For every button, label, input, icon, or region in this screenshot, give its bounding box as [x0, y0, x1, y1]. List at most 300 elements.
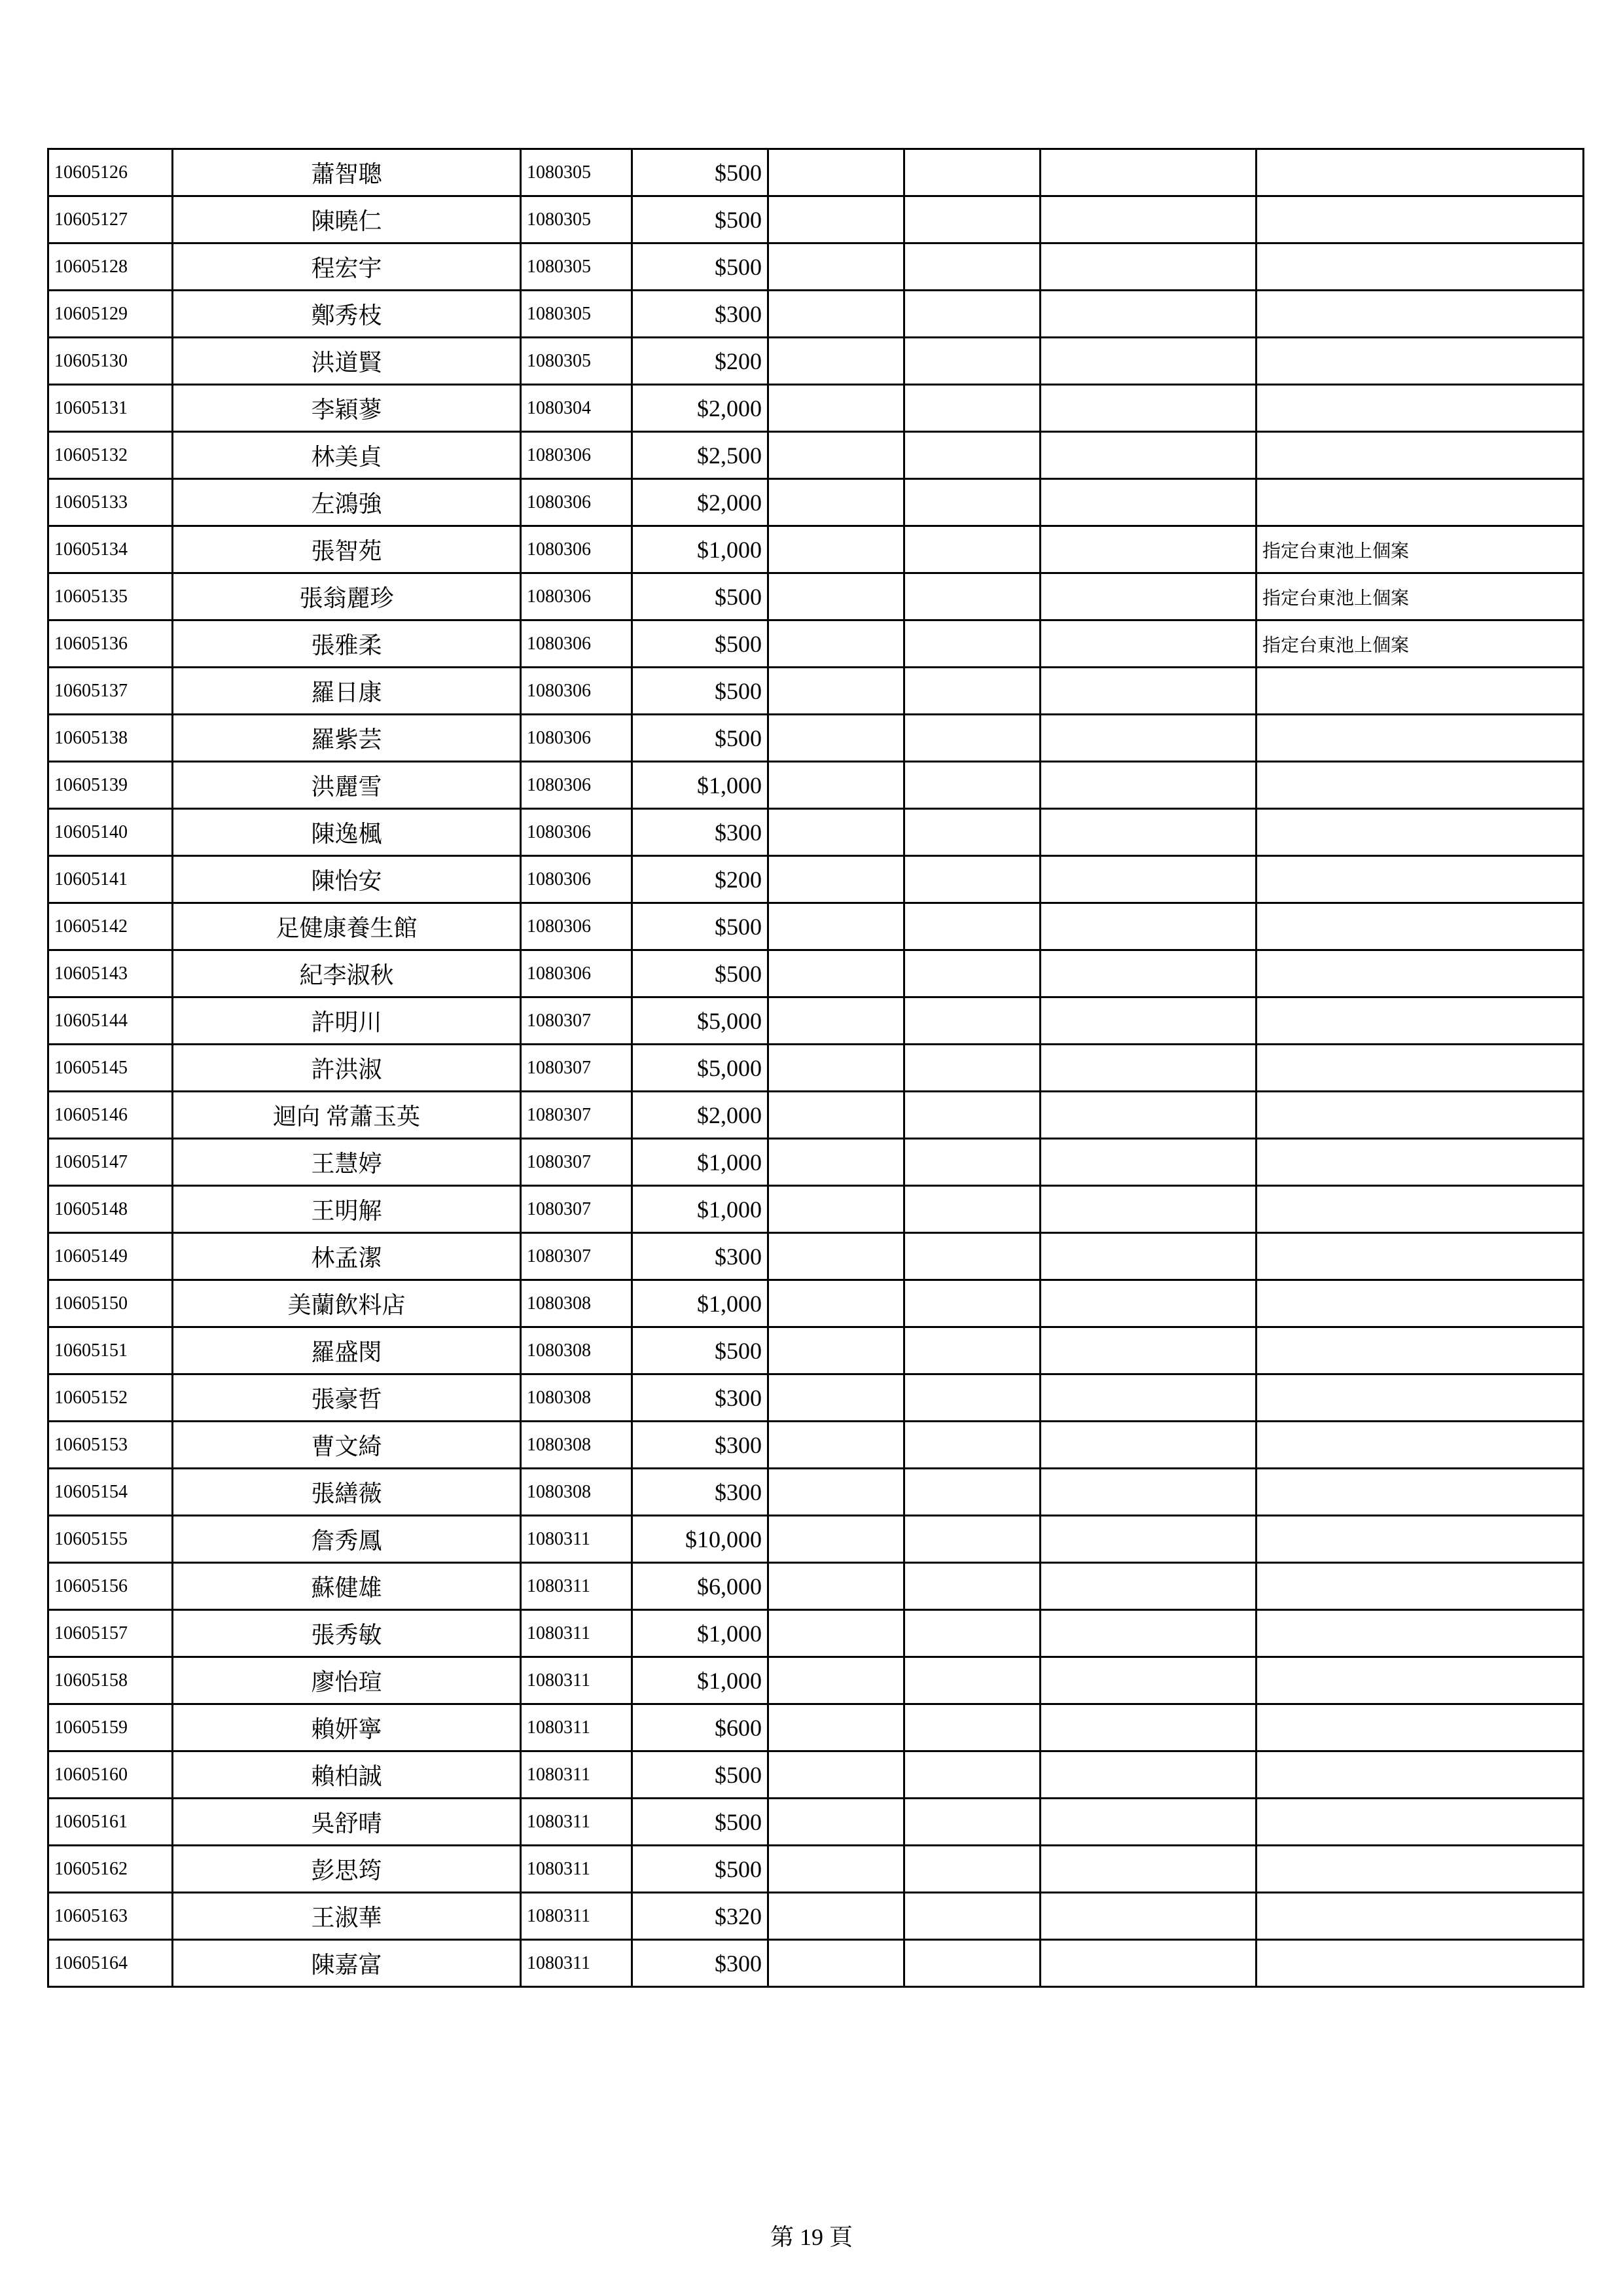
donation-date-cell: 1080306	[521, 809, 632, 856]
blank-cell	[768, 1751, 904, 1799]
donor-id-cell: 10605139	[48, 762, 173, 809]
amount-cell: $500	[632, 243, 768, 291]
blank-cell	[1041, 1704, 1257, 1751]
table-row	[48, 1045, 1584, 1092]
table-row	[48, 338, 1584, 385]
donor-name-cell: 王明解	[173, 1186, 521, 1233]
amount-cell: $500	[632, 950, 768, 997]
donor-id-cell: 10605160	[48, 1751, 173, 1799]
amount-cell: $500	[632, 715, 768, 762]
blank-cell	[904, 291, 1041, 338]
donor-name-cell: 陳怡安	[173, 856, 521, 903]
note-cell	[1257, 1233, 1584, 1280]
blank-cell	[768, 1563, 904, 1610]
blank-cell	[768, 1139, 904, 1186]
donor-name-cell: 廖怡瑄	[173, 1657, 521, 1704]
donation-date-cell: 1080307	[521, 997, 632, 1045]
blank-cell	[1041, 1516, 1257, 1563]
donation-date-cell: 1080306	[521, 573, 632, 620]
table-row	[48, 479, 1584, 526]
donation-date-cell: 1080306	[521, 762, 632, 809]
amount-cell: $2,000	[632, 385, 768, 432]
blank-cell	[768, 385, 904, 432]
donor-id-cell: 10605154	[48, 1469, 173, 1516]
blank-cell	[904, 903, 1041, 950]
amount-cell: $500	[632, 149, 768, 196]
donor-name-cell: 張繕薇	[173, 1469, 521, 1516]
blank-cell	[904, 573, 1041, 620]
blank-cell	[1041, 997, 1257, 1045]
blank-cell	[1041, 1045, 1257, 1092]
donor-name-cell: 張豪哲	[173, 1374, 521, 1422]
blank-cell	[768, 620, 904, 668]
amount-cell: $1,000	[632, 526, 768, 573]
amount-cell: $300	[632, 1233, 768, 1280]
donor-name-cell: 許洪淑	[173, 1045, 521, 1092]
donor-id-cell: 10605163	[48, 1893, 173, 1940]
donor-name-cell: 羅盛閔	[173, 1327, 521, 1374]
blank-cell	[1041, 1280, 1257, 1327]
donor-name-cell: 左鴻強	[173, 479, 521, 526]
table-row	[48, 243, 1584, 291]
note-cell	[1257, 762, 1584, 809]
donor-id-cell: 10605147	[48, 1139, 173, 1186]
page-number: 第 19 頁	[770, 2224, 853, 2250]
note-cell	[1257, 1469, 1584, 1516]
blank-cell	[1041, 1092, 1257, 1139]
donor-name-cell: 許明川	[173, 997, 521, 1045]
donation-date-cell: 1080305	[521, 243, 632, 291]
donation-date-cell: 1080311	[521, 1657, 632, 1704]
donor-id-cell: 10605132	[48, 432, 173, 479]
blank-cell	[768, 243, 904, 291]
blank-cell	[904, 526, 1041, 573]
amount-cell: $600	[632, 1704, 768, 1751]
blank-cell	[768, 1327, 904, 1374]
note-cell	[1257, 196, 1584, 243]
note-cell	[1257, 1751, 1584, 1799]
donation-date-cell: 1080311	[521, 1704, 632, 1751]
note-cell	[1257, 1280, 1584, 1327]
donor-name-cell: 彭思筠	[173, 1846, 521, 1893]
table-row	[48, 573, 1584, 620]
amount-cell: $2,500	[632, 432, 768, 479]
donor-id-cell: 10605144	[48, 997, 173, 1045]
donor-id-cell: 10605134	[48, 526, 173, 573]
blank-cell	[768, 1045, 904, 1092]
blank-cell	[1041, 1233, 1257, 1280]
note-cell	[1257, 1139, 1584, 1186]
blank-cell	[904, 620, 1041, 668]
blank-cell	[904, 243, 1041, 291]
donor-name-cell: 洪道賢	[173, 338, 521, 385]
donor-name-cell: 羅日康	[173, 668, 521, 715]
donor-id-cell: 10605156	[48, 1563, 173, 1610]
blank-cell	[1041, 291, 1257, 338]
blank-cell	[768, 1092, 904, 1139]
note-cell	[1257, 1092, 1584, 1139]
donor-id-cell: 10605161	[48, 1799, 173, 1846]
donor-name-cell: 林美貞	[173, 432, 521, 479]
blank-cell	[1041, 385, 1257, 432]
donation-date-cell: 1080306	[521, 856, 632, 903]
blank-cell	[904, 1846, 1041, 1893]
donation-date-cell: 1080311	[521, 1940, 632, 1987]
blank-cell	[904, 762, 1041, 809]
donor-id-cell: 10605141	[48, 856, 173, 903]
table-row	[48, 1233, 1584, 1280]
table-row	[48, 149, 1584, 196]
table-row	[48, 1422, 1584, 1469]
blank-cell	[904, 196, 1041, 243]
note-cell	[1257, 668, 1584, 715]
blank-cell	[768, 1233, 904, 1280]
donation-date-cell: 1080311	[521, 1610, 632, 1657]
table-row	[48, 1940, 1584, 1987]
blank-cell	[1041, 1799, 1257, 1846]
donor-id-cell: 10605146	[48, 1092, 173, 1139]
amount-cell: $5,000	[632, 997, 768, 1045]
note-cell	[1257, 809, 1584, 856]
blank-cell	[768, 903, 904, 950]
blank-cell	[904, 1092, 1041, 1139]
table-row	[48, 715, 1584, 762]
blank-cell	[1041, 1422, 1257, 1469]
donor-id-cell: 10605155	[48, 1516, 173, 1563]
blank-cell	[768, 196, 904, 243]
blank-cell	[1041, 338, 1257, 385]
blank-cell	[1041, 1846, 1257, 1893]
blank-cell	[768, 809, 904, 856]
amount-cell: $1,000	[632, 762, 768, 809]
amount-cell: $300	[632, 1374, 768, 1422]
amount-cell: $6,000	[632, 1563, 768, 1610]
donation-date-cell: 1080305	[521, 196, 632, 243]
blank-cell	[768, 1280, 904, 1327]
note-cell	[1257, 1799, 1584, 1846]
donation-date-cell: 1080306	[521, 526, 632, 573]
donor-id-cell: 10605127	[48, 196, 173, 243]
table-row	[48, 1893, 1584, 1940]
donor-name-cell: 陳嘉富	[173, 1940, 521, 1987]
table-row	[48, 950, 1584, 997]
table-row	[48, 1563, 1584, 1610]
donation-date-cell: 1080308	[521, 1327, 632, 1374]
donation-date-cell: 1080308	[521, 1422, 632, 1469]
donor-id-cell: 10605138	[48, 715, 173, 762]
donor-id-cell: 10605143	[48, 950, 173, 997]
blank-cell	[904, 1186, 1041, 1233]
donor-id-cell: 10605142	[48, 903, 173, 950]
blank-cell	[1041, 196, 1257, 243]
blank-cell	[904, 1469, 1041, 1516]
table-row	[48, 1186, 1584, 1233]
donor-id-cell: 10605137	[48, 668, 173, 715]
blank-cell	[904, 668, 1041, 715]
donor-name-cell: 足健康養生館	[173, 903, 521, 950]
donor-name-cell: 王淑華	[173, 1893, 521, 1940]
donor-name-cell: 陳逸楓	[173, 809, 521, 856]
donation-date-cell: 1080307	[521, 1092, 632, 1139]
table-row	[48, 1139, 1584, 1186]
blank-cell	[904, 1139, 1041, 1186]
amount-cell: $300	[632, 291, 768, 338]
table-row	[48, 997, 1584, 1045]
note-cell	[1257, 1893, 1584, 1940]
donor-name-cell: 吳舒晴	[173, 1799, 521, 1846]
donation-date-cell: 1080307	[521, 1139, 632, 1186]
donation-date-cell: 1080306	[521, 620, 632, 668]
amount-cell: $2,000	[632, 479, 768, 526]
blank-cell	[1041, 573, 1257, 620]
blank-cell	[1041, 668, 1257, 715]
note-cell	[1257, 1940, 1584, 1987]
blank-cell	[1041, 1893, 1257, 1940]
donation-date-cell: 1080306	[521, 432, 632, 479]
donor-id-cell: 10605164	[48, 1940, 173, 1987]
amount-cell: $500	[632, 620, 768, 668]
amount-cell: $1,000	[632, 1610, 768, 1657]
blank-cell	[1041, 856, 1257, 903]
blank-cell	[768, 432, 904, 479]
donation-date-cell: 1080304	[521, 385, 632, 432]
note-cell: 指定台東池上個案	[1257, 526, 1584, 573]
donor-name-cell: 程宏宇	[173, 243, 521, 291]
donor-id-cell: 10605131	[48, 385, 173, 432]
blank-cell	[1041, 1469, 1257, 1516]
donor-name-cell: 羅紫芸	[173, 715, 521, 762]
note-cell	[1257, 338, 1584, 385]
table-row	[48, 1092, 1584, 1139]
table-row	[48, 1657, 1584, 1704]
donor-name-cell: 紀李淑秋	[173, 950, 521, 997]
amount-cell: $320	[632, 1893, 768, 1940]
amount-cell: $5,000	[632, 1045, 768, 1092]
blank-cell	[1041, 903, 1257, 950]
donation-date-cell: 1080311	[521, 1799, 632, 1846]
table-row	[48, 1704, 1584, 1751]
blank-cell	[1041, 1940, 1257, 1987]
blank-cell	[904, 338, 1041, 385]
blank-cell	[904, 715, 1041, 762]
donor-name-cell: 賴妍寧	[173, 1704, 521, 1751]
donation-table	[47, 148, 1584, 1988]
blank-cell	[904, 1940, 1041, 1987]
blank-cell	[1041, 762, 1257, 809]
blank-cell	[768, 762, 904, 809]
blank-cell	[904, 809, 1041, 856]
donation-date-cell: 1080311	[521, 1563, 632, 1610]
amount-cell: $500	[632, 1327, 768, 1374]
donation-date-cell: 1080305	[521, 291, 632, 338]
note-cell	[1257, 432, 1584, 479]
donor-name-cell: 迴向 常蕭玉英	[173, 1092, 521, 1139]
donor-name-cell: 鄭秀枝	[173, 291, 521, 338]
note-cell	[1257, 479, 1584, 526]
table-row	[48, 1610, 1584, 1657]
amount-cell: $1,000	[632, 1280, 768, 1327]
donor-name-cell: 張翁麗珍	[173, 573, 521, 620]
amount-cell: $200	[632, 338, 768, 385]
amount-cell: $300	[632, 1422, 768, 1469]
donor-name-cell: 蘇健雄	[173, 1563, 521, 1610]
blank-cell	[904, 1657, 1041, 1704]
blank-cell	[768, 1516, 904, 1563]
table-row	[48, 1469, 1584, 1516]
table-row	[48, 1516, 1584, 1563]
blank-cell	[1041, 1610, 1257, 1657]
blank-cell	[768, 1657, 904, 1704]
blank-cell	[904, 1893, 1041, 1940]
donation-date-cell: 1080306	[521, 903, 632, 950]
amount-cell: $500	[632, 196, 768, 243]
blank-cell	[768, 1374, 904, 1422]
note-cell	[1257, 1610, 1584, 1657]
donor-id-cell: 10605130	[48, 338, 173, 385]
table-row	[48, 196, 1584, 243]
note-cell	[1257, 385, 1584, 432]
amount-cell: $1,000	[632, 1186, 768, 1233]
blank-cell	[904, 149, 1041, 196]
donation-date-cell: 1080306	[521, 950, 632, 997]
amount-cell: $500	[632, 1846, 768, 1893]
donor-id-cell: 10605153	[48, 1422, 173, 1469]
donor-name-cell: 賴柏誠	[173, 1751, 521, 1799]
blank-cell	[768, 1846, 904, 1893]
blank-cell	[768, 1186, 904, 1233]
blank-cell	[904, 1280, 1041, 1327]
table-row	[48, 1280, 1584, 1327]
blank-cell	[768, 1469, 904, 1516]
donor-id-cell: 10605128	[48, 243, 173, 291]
amount-cell: $500	[632, 1799, 768, 1846]
blank-cell	[768, 573, 904, 620]
donation-date-cell: 1080308	[521, 1374, 632, 1422]
donor-name-cell: 洪麗雪	[173, 762, 521, 809]
table-row	[48, 668, 1584, 715]
amount-cell: $2,000	[632, 1092, 768, 1139]
blank-cell	[904, 1799, 1041, 1846]
donor-id-cell: 10605162	[48, 1846, 173, 1893]
donor-name-cell: 李穎蓼	[173, 385, 521, 432]
donor-id-cell: 10605151	[48, 1327, 173, 1374]
blank-cell	[904, 1610, 1041, 1657]
blank-cell	[1041, 1751, 1257, 1799]
note-cell	[1257, 1045, 1584, 1092]
amount-cell: $200	[632, 856, 768, 903]
blank-cell	[768, 291, 904, 338]
donor-id-cell: 10605136	[48, 620, 173, 668]
donation-date-cell: 1080307	[521, 1233, 632, 1280]
note-cell: 指定台東池上個案	[1257, 620, 1584, 668]
table-row	[48, 1846, 1584, 1893]
blank-cell	[904, 1045, 1041, 1092]
table-row	[48, 762, 1584, 809]
note-cell	[1257, 291, 1584, 338]
donation-date-cell: 1080311	[521, 1516, 632, 1563]
blank-cell	[1041, 432, 1257, 479]
donor-name-cell: 美蘭飲料店	[173, 1280, 521, 1327]
blank-cell	[904, 1233, 1041, 1280]
donor-id-cell: 10605135	[48, 573, 173, 620]
donor-id-cell: 10605140	[48, 809, 173, 856]
donor-name-cell: 張秀敏	[173, 1610, 521, 1657]
note-cell	[1257, 903, 1584, 950]
blank-cell	[1041, 809, 1257, 856]
table-row	[48, 291, 1584, 338]
donor-id-cell: 10605152	[48, 1374, 173, 1422]
blank-cell	[904, 856, 1041, 903]
amount-cell: $300	[632, 1940, 768, 1987]
blank-cell	[1041, 149, 1257, 196]
table-row	[48, 620, 1584, 668]
donor-id-cell: 10605129	[48, 291, 173, 338]
blank-cell	[904, 1374, 1041, 1422]
blank-cell	[1041, 243, 1257, 291]
donor-id-cell: 10605157	[48, 1610, 173, 1657]
table-body	[48, 149, 1584, 1987]
blank-cell	[904, 1327, 1041, 1374]
blank-cell	[768, 526, 904, 573]
blank-cell	[1041, 479, 1257, 526]
blank-cell	[768, 479, 904, 526]
blank-cell	[768, 1799, 904, 1846]
blank-cell	[768, 1422, 904, 1469]
note-cell	[1257, 1516, 1584, 1563]
blank-cell	[768, 856, 904, 903]
amount-cell: $500	[632, 668, 768, 715]
donor-name-cell: 王慧婷	[173, 1139, 521, 1186]
blank-cell	[904, 1704, 1041, 1751]
blank-cell	[904, 479, 1041, 526]
table-row	[48, 1799, 1584, 1846]
donation-date-cell: 1080311	[521, 1751, 632, 1799]
note-cell	[1257, 1563, 1584, 1610]
blank-cell	[1041, 620, 1257, 668]
blank-cell	[1041, 1186, 1257, 1233]
donor-id-cell: 10605148	[48, 1186, 173, 1233]
table-row	[48, 809, 1584, 856]
donor-name-cell: 林孟潔	[173, 1233, 521, 1280]
blank-cell	[768, 1704, 904, 1751]
note-cell	[1257, 715, 1584, 762]
donor-name-cell: 張雅柔	[173, 620, 521, 668]
blank-cell	[768, 338, 904, 385]
blank-cell	[768, 715, 904, 762]
table-row	[48, 526, 1584, 573]
amount-cell: $500	[632, 903, 768, 950]
donation-date-cell: 1080308	[521, 1469, 632, 1516]
note-cell	[1257, 1657, 1584, 1704]
amount-cell: $1,000	[632, 1657, 768, 1704]
donation-date-cell: 1080311	[521, 1893, 632, 1940]
note-cell	[1257, 1374, 1584, 1422]
blank-cell	[1041, 1657, 1257, 1704]
note-cell	[1257, 1846, 1584, 1893]
blank-cell	[904, 1516, 1041, 1563]
blank-cell	[904, 997, 1041, 1045]
amount-cell: $1,000	[632, 1139, 768, 1186]
donor-id-cell: 10605159	[48, 1704, 173, 1751]
blank-cell	[768, 1940, 904, 1987]
blank-cell	[904, 1563, 1041, 1610]
blank-cell	[904, 385, 1041, 432]
donor-id-cell: 10605158	[48, 1657, 173, 1704]
donation-date-cell: 1080307	[521, 1045, 632, 1092]
note-cell	[1257, 1704, 1584, 1751]
table-row	[48, 385, 1584, 432]
donation-date-cell: 1080306	[521, 668, 632, 715]
